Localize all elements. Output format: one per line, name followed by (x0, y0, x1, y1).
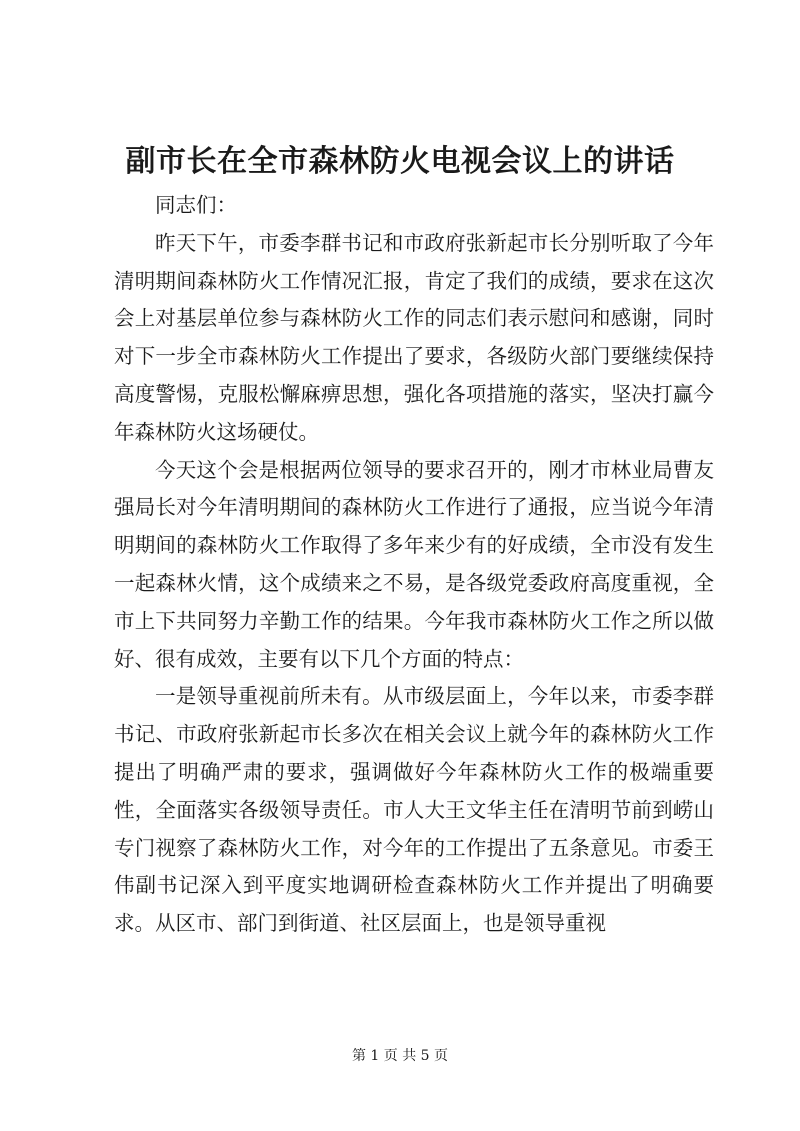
page-footer: 第 1 页 共 5 页 (351, 1048, 449, 1064)
document-body (114, 187, 714, 943)
salutation: 同志们： (155, 193, 237, 217)
paragraph: 一是领导重视前所未有。从市级层面上，今年以来，市委李群书记、市政府张新起市长多次在相关会议上就今年的森林防火工作提出了明确严肃的要求，强调做好今年森林防火工作的极端重要性，全面落实各级领导责任。市人大王文华主任在清明节前到崂山专门视察了森林防火工作，对今年的工作提出了五条意见。市委王伟副书记深入到平度实地调研检查森林防火工作并提出了明确要求。从区市、部门到街道、社区层面上，也是领导重视 (114, 684, 714, 936)
page-title: 副市长在全市森林防火电视会议上的讲话 (125, 144, 675, 179)
paragraph: 昨天下午，市委李群书记和市政府张新起市长分别听取了今年清明期间森林防火工作情况汇报，肯定了我们的成绩，要求在这次会上对基层单位参与森林防火工作的同志们表示慰问和感谢，同时对下一步全市森林防火工作提出了要求，各级防火部门要继续保持高度警惕，克服松懈麻痹思想，强化各项措施的落实，坚决打赢今年森林防火这场硬仗。 (114, 230, 714, 444)
paragraph: 今天这个会是根据两位领导的要求召开的，刚才市林业局曹友强局长对今年清明期间的森林防火工作进行了通报，应当说今年清明期间的森林防火工作取得了多年来少有的好成绩，全市没有发生一起森林火情，这个成绩来之不易，是各级党委政府高度重视，全市上下共同努力辛勤工作的结果。今年我市森林防火工作之所以做好、很有成效，主要有以下几个方面的特点： (114, 457, 714, 671)
